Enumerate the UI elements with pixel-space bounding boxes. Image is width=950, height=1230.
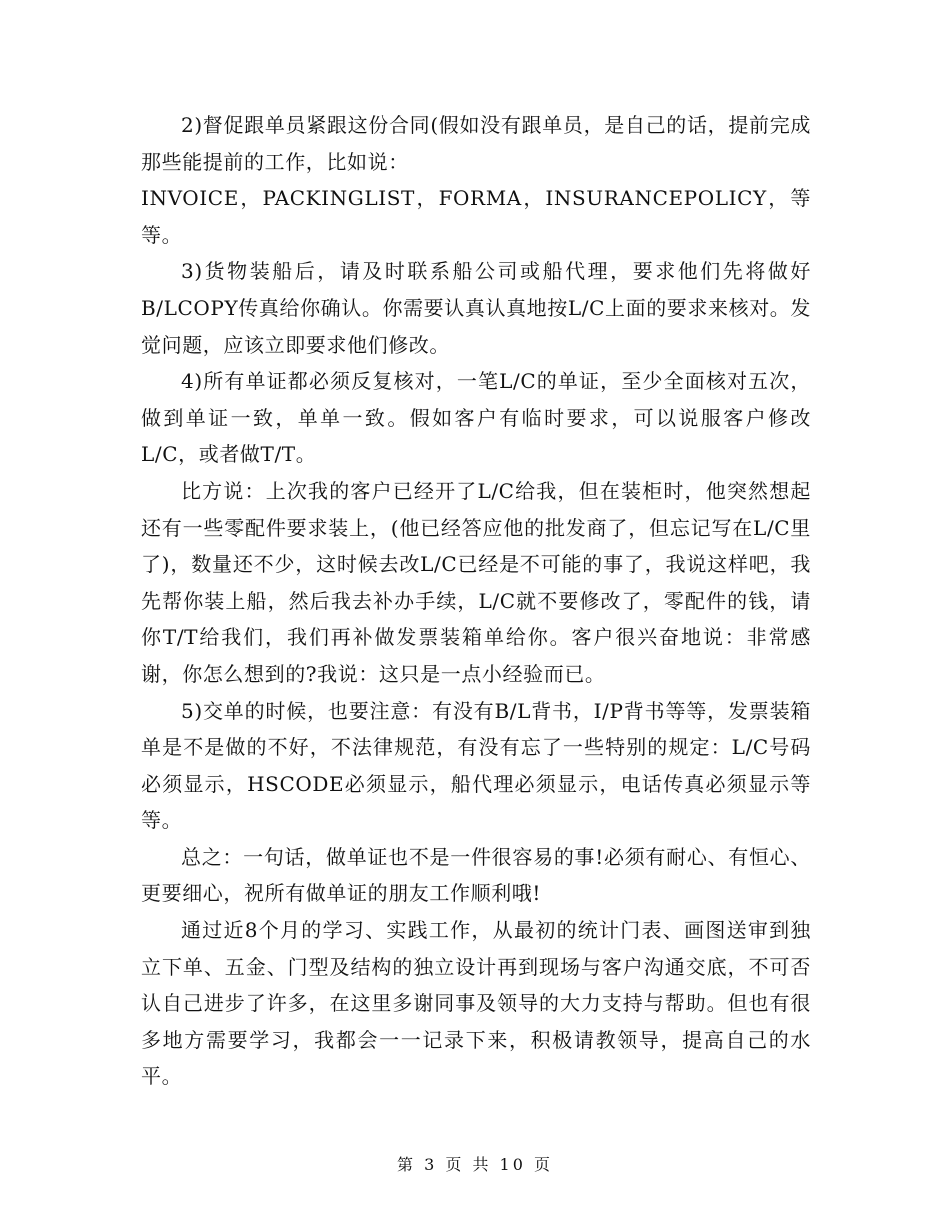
paragraph-reflection: 通过近8个月的学习、实践工作，从最初的统计门表、画图送审到独立下单、五金、门型及结构的独立设计再到现场与客户沟通交底，不可否认自己进步了许多，在这里多谢同事及领导的大力支持与帮助。但也有很多地方需要学习，我都会一一记录下来，积极请教领导，提高自己的水平。 <box>141 918 811 1089</box>
paragraph-follow-up: 2)督促跟单员紧跟这份合同(假如没有跟单员，是自己的话，提前完成那些能提前的工作，比如说： <box>141 113 811 174</box>
paragraph-summary: 总之：一句话，做单证也不是一件很容易的事!必须有耐心、有恒心、更要细心，祝所有做单证的朋友工作顺利哦! <box>141 844 811 906</box>
paragraph-document-list: INVOICE，PACKINGLIST，FORMA，INSURANCEPOLICY，等等。 <box>141 186 811 247</box>
document-body <box>141 107 811 1095</box>
paragraph-verify-documents: 4)所有单证都必须反复核对，一笔L/C的单证，至少全面核对五次，做到单证一致，单单一致。假如客户有临时要求，可以说服客户修改L/C，或者做T/T。 <box>141 369 811 467</box>
paragraph-submission: 5)交单的时候，也要注意：有没有B/L背书，I/P背书等等，发票装箱单是不是做的不好，不法律规范，有没有忘了一些特别的规定：L/C号码必须显示，HSCODE必须显示，船代理必须显示，电话传真必须显示等等。 <box>141 698 811 833</box>
paragraph-shipping-check: 3)货物装船后，请及时联系船公司或船代理，要求他们先将做好B/LCOPY传真给你确认。你需要认真认真地按L/C上面的要求来核对。发觉问题，应该立即要求他们修改。 <box>141 259 811 357</box>
page-footer: 第 3 页 共 10 页 <box>397 1155 553 1174</box>
paragraph-example: 比方说：上次我的客户已经开了L/C给我，但在装柜时，他突然想起还有一些零配件要求装上，(他已经答应他的批发商了，但忘记写在L/C里了)，数量还不少，这时候去改L/C已经是不可能的事了，我说这样吧，我先帮你装上船，然后我去补办手续，L/C就不要修改了，零配件的钱，请你T/T给我们，我们再补做发票装箱单给你。客户很兴奋地说：非常感谢，你怎么想到的?我说：这只是一点小经验而已。 <box>141 478 811 686</box>
